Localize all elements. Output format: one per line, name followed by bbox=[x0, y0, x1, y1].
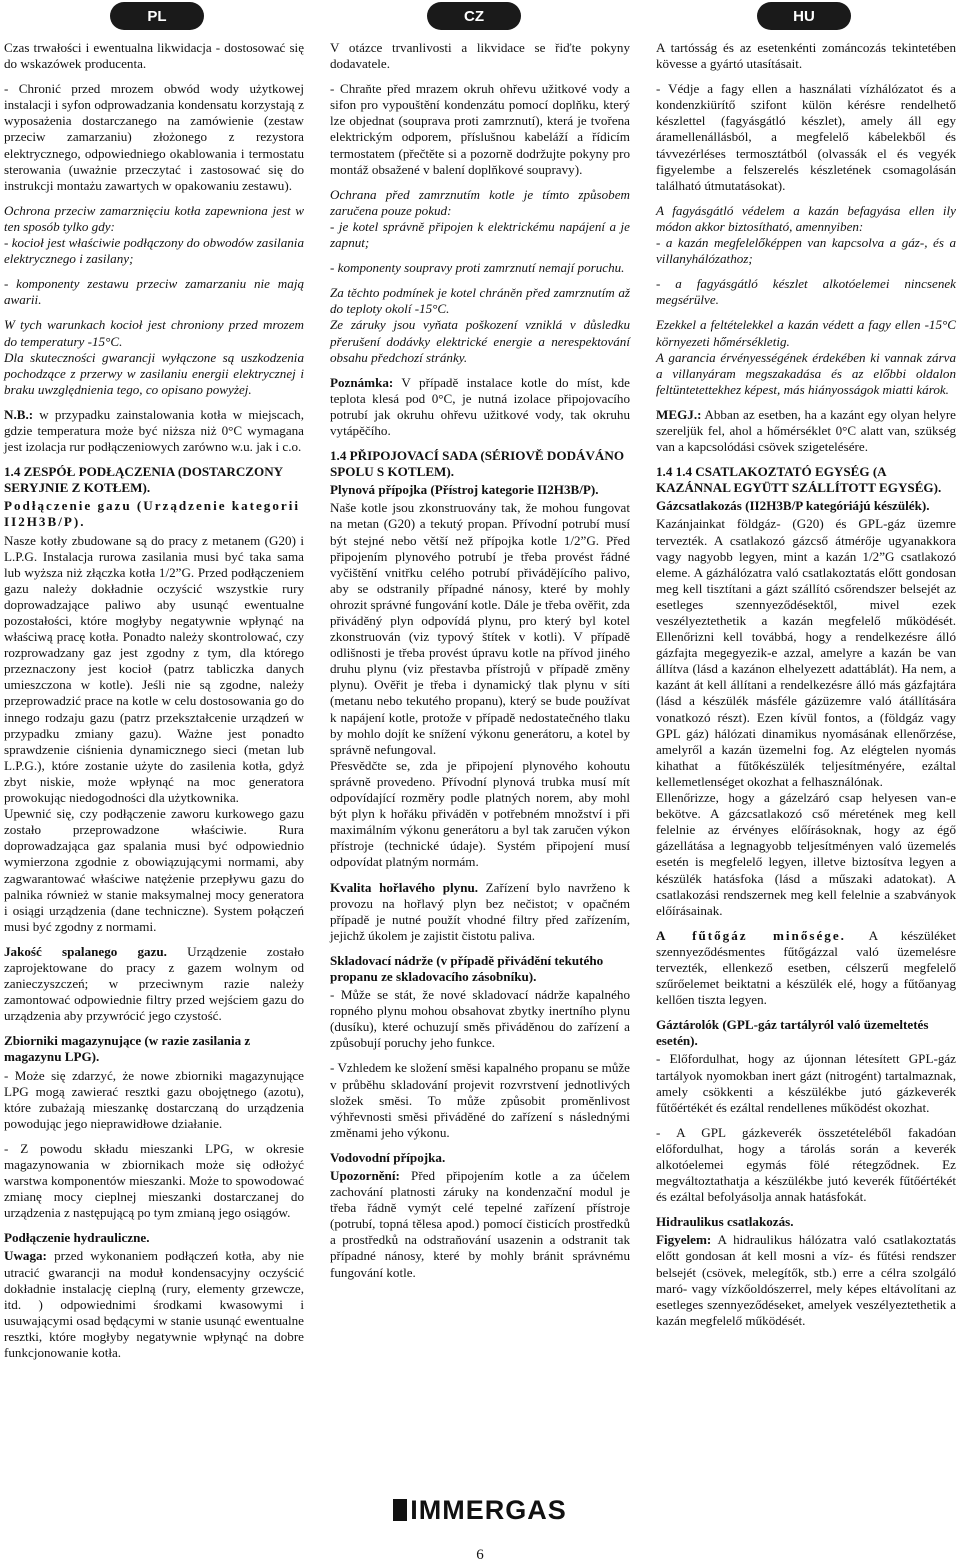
paragraph: Upewnić się, czy podłączenie zaworu kurkowego gazu zostało przeprowadzone właściwie. Rura doprowadzająca gaz spalania musi być odpowiednio wymierzona zgodnie z obowiązującymi normami, aby zagwarantować właściwe natężenie przepływu gazu do palnika również w stanie maksymalnej mocy generatora i osiągi urządzenia (dane techniczne). System połączeń musi być zgodny z normami. bbox=[4, 806, 304, 934]
paragraph: A tartósság és az esetenkénti zománcozás tekintetében kövesse a gyártó utasításait. bbox=[656, 40, 956, 72]
note-text: Abban az esetben, ha a kazánt egy olyan helyre szereljük fel, ahol a hőmérséklet 0°C alatt van, szükség van a kapcsolódási csövek szigetelésére. bbox=[656, 406, 956, 455]
list-item: - je kotel správně připojen k elektrickému napájení a je zapnut; bbox=[330, 218, 630, 251]
paragraph: Ochrona przeciw zamarznięciu kotła zapewniona jest w ten sposób tylko gdy: bbox=[4, 202, 304, 234]
paragraph bbox=[4, 407, 304, 455]
tab-hu: HU bbox=[757, 2, 851, 30]
section-heading: 1.4 ZESPÓŁ PODŁĄCZENIA (DOSTARCZONY SERYJNIE Z KOTŁEM). bbox=[4, 464, 283, 496]
paragraph bbox=[4, 1248, 304, 1361]
subsection-heading: Plynová přípojka (Přístroj kategorie II2H3B/P). bbox=[330, 482, 599, 498]
paragraph: - Chraňte před mrazem okruh ohřevu užitkové vody a sifon pro vypouštění kondenzátu pomocí doplňku, který lze objednat (souprava proti zamrznutí), která je tvořena elektrickým odporem, příslušnou kabeláží a řídicím termostatem (přečtěte si a pozorně dodržujte pokyny pro montáž obsažené v balení doplňkové soupravy). bbox=[330, 81, 630, 177]
warning-text: A hidraulikus hálózatra való csatlakoztatás előtt gondosan át kell mosni a víz- és fűtési rendszer belsejét (csövek, melegítők, stb.) erre a célra szolgáló maró- vagy vízkőoldószerrel, mely képes eltávolítani az esetleges szennyeződéseket, amelyek veszélyeztethetik a kazán megfelelő működését. bbox=[656, 1232, 956, 1328]
list-item: - Může se stát, že nové skladovací nádrže kapalného ropného plynu mohou obsahovat zbytky inertního plynu (dusíku), které ochuzují směs přiváděnou do zařízení a způsobují poruchy jeho funkce. bbox=[330, 987, 630, 1051]
list-item: - a kazán megfelelőképpen van kapcsolva a gáz-, és a villanyhálózathoz; bbox=[656, 235, 956, 267]
paragraph-text: Urządzenie zostało zaprojektowane do pracy z gazem wolnym od zanieczyszczeń; w przeciwnym razie należy zamontować odpowiednie filtry przed wejściem gazu do urządzenia aby przywrócić jego czystość. bbox=[4, 943, 304, 1024]
inline-heading: Jakość spalanego gazu. bbox=[4, 943, 167, 959]
list-item: - komponenty zestawu przeciw zamarzaniu nie mają awarii. bbox=[4, 276, 304, 308]
column-pl bbox=[4, 40, 304, 1370]
page-number: 6 bbox=[476, 1547, 484, 1563]
brand-logo bbox=[0, 1495, 960, 1526]
subsection-heading: Hidraulikus csatlakozás. bbox=[656, 1214, 794, 1230]
list-item: - komponenty soupravy proti zamrznutí nemají poruchu. bbox=[330, 260, 625, 276]
paragraph: Kazánjainkat földgáz- (G20) és GPL-gáz üzemre tervezték. A csatlakozó gázcső átmérője ugyanakkora vagy nagyobb legyen, mint a kazán 1/2”G csatlakozó eleme. A gázhálózatra való csatlakoztatás előtt gondosan meg kell tisztítani a gázt szállító csőrendszer belsejét az esetleges szennyeződésektől, mivel ezek veszélyeztethetik a kazán megfelelő működését. Ellenőrizni kell továbbá, hogy a rendelkezésre álló gázfajta megegyezik-e azzal, amelyre a kazán be van állítva (lásd a kazánon elhelyezett adattáblát). Ha nem, a kazánt át kell állítani a rendelkezésre álló más gázfajtára (lásd a készülék másféle gázüzemre való átállítására vonatkozó részt). Ezen kívül fontos, a (földgáz vagy GPL gáz) hálózati dinamikus nyomásának ellenőrzése, amelyről a kazán üzemelni fog. Az elégtelen nyomás kihathat a fűtőkészülék teljesítményére, ezáltal kellemetlenséget okozhat a felhasználónak. bbox=[656, 516, 956, 789]
logo-mark-icon bbox=[393, 1499, 407, 1521]
paragraph: Czas trwałości i ewentualna likwidacja - dostosować się do wskazówek producenta. bbox=[4, 40, 304, 72]
paragraph: A garancia érvényességének érdekében ki vannak zárva a villanyáram megszakadása és az előbbi oldalon feltüntetettekhez képest, más hiányosságok miatti károk. bbox=[656, 349, 956, 397]
subsection-heading: Zbiorniki magazynujące (w razie zasilania z magazynu LPG). bbox=[4, 1033, 251, 1065]
tab-pl: PL bbox=[110, 2, 204, 30]
paragraph: - Védje a fagy ellen a használati vízhálózatot és a kondenzkiürítő szifont külön kérésre rendelhető készlettel (fagyásgátló készlet), amely áll egy áramellenállásból, a megfelelő kábelekből és távvezérléses termosztátból (olvassák el és vegyék figyelembe a felszerelés készletének csomagolásán található útmutatásokat). bbox=[656, 81, 956, 193]
paragraph-text: A készüléket szennyeződésmentes fűtőgázzal való üzemelésre tervezték, ellenkező esetben, célszerű megfelelő szűrőelemet beiktatni a készülék elé, hogy a fűtőanyag kellően tiszta legyen. bbox=[656, 927, 956, 1008]
paragraph: Ellenőrizze, hogy a gázelzáró csap helyesen van-e bekötve. A gázcsatlakozó cső méretének meg kell felelnie az érvényes előírásoknak, hogy az égő gázellátása a legnagyobb teljesítményen való üzemelés esetén is megfelelő legyen, illetve biztosítva legyen a készülék hatásfoka (lásd a műszaki adatokat). A csatlakozási rendszernek meg kell felelnie a szabványok előírásainak. bbox=[656, 790, 956, 918]
note-text: w przypadku zainstalowania kotła w miejscach, gdzie temperatura może być niższa niż 0°C wymagana jest izolacja rur podłączeniowych zarówno w.u. jak i c.o. bbox=[4, 406, 304, 455]
paragraph bbox=[330, 375, 630, 439]
subsection-heading: Vodovodní přípojka. bbox=[330, 1149, 446, 1165]
list-item: - A GPL gázkeverék összetételéből fakadóan előfordulhat, hogy a tárolás során a keverék alkotóelemei egymás fölé rétegződnek. Ez megváltoztathatja a készülékbe jutó keverék fűtőértékét és ezáltal befolyásolja annak hatásfokát. bbox=[656, 1124, 956, 1205]
note-label: N.B.: bbox=[4, 406, 34, 422]
inline-heading: A fűtőgáz minősége. bbox=[656, 927, 846, 943]
paragraph: Ochrana před zamrznutím kotle je tímto způsobem zaručena pouze pokud: bbox=[330, 186, 630, 218]
paragraph: Naše kotle jsou zkonstruovány tak, že mohou fungovat na metan (G20) a tekutý propan. Přívodní potrubí musí být stejné nebo větší než přípojka kotle 1/2”G. Před připojením plynového potrubí je třeba provést řádné vyčištění vnitřku celého potrubí přivádějícího palivo, aby se odstranily případné nánosy, které by mohly ohrozit správné fungování kotle. Dále je třeba ověřit, zda přiváděný plyn odpovídá plynu, pro který byl kotel zkonstruován (viz typový štítek v kotli). V případě odlišnosti je třeba provést úpravu kotle na přívod jiného druhu plynu (viz přestavba přístrojů v případě změny plynu). Ověřit je třeba i dynamický tlak plynu v síti (metanu nebo tekutého propanu), který se bude používat k napájení kotle, protože v případě nedostatečného tlaku by mohlo dojít ke snížení výkonu generátoru, a kotel by správně nefungoval. bbox=[330, 500, 630, 757]
paragraph: - Chronić przed mrozem obwód wody użytkowej instalacji i syfon odprowadzania kondensatu korzystają z wyposażenia dostarczanego na zamówienie (zestaw przeciw zamarzaniu) złożonego z rezystora elektrycznego, odpowiedniego okablowania i termostatu sterowania (uważnie przeczytać i zastosować się do instrukcji montażu zawartych w opakowaniu zestawu). bbox=[4, 81, 304, 193]
paragraph: W tych warunkach kocioł jest chroniony przed mrozem do temperatury -15°C. bbox=[4, 317, 304, 349]
paragraph: Přesvědčte se, zda je připojení plynového kohoutu správně provedeno. Přívodní plynová trubka musí mít odpovídající rozměry podle platných norem, aby mohl být plyn k hořáku přiváděn v potřebném množství i při maximálním výkonu generátoru a byl tak zaručen výkon přístroje (technické údaje). Systém připojení musí odpovídat platným normám. bbox=[330, 757, 630, 870]
warning-label: Uwaga: bbox=[4, 1248, 47, 1264]
list-item: - Vzhledem ke složení směsi kapalného propanu se může v průběhu skladování projevit rozvrstvení jednotlivých složek směsi. To může způsobit proměnlivost výhřevnosti směsi přiváděné do zařízení s následnými změnami jeho výkonu. bbox=[330, 1060, 630, 1140]
paragraph bbox=[330, 880, 630, 944]
language-tabs bbox=[0, 0, 960, 34]
list-item: - kocioł jest właściwie podłączony do obwodów zasilania elektrycznego i zasilany; bbox=[4, 235, 304, 267]
paragraph: Nasze kotły zbudowane są do pracy z metanem (G20) i L.P.G. Instalacja rurowa zasilania musi być taka sama lub wyższa niż złączka kotła 1/2”G. Przed podłączeniem gazu należy dokładnie oczyścić wszystkie rury doprowadzające paliwo aby usunąć ewentualne pozostałości, które mogłyby negatywnie wpłynąć na właściwą pracę kotła. Ponadto należy skontrolować, czy rozprowadzany gaz jest zgodny z tym, dla którego przeznaczony jest kocioł (patrz tabliczka danych umieszczona w kotle). Jeśli nie są zgodne, należy przeprowadzić prace na kotle w celu dostosowania go do innego rodzaju gazu (patrz przekształcenie urządzeń w przypadku zmiany gazu). Ważne jest ponadto sprawdzenie ciśnienia dynamicznego sieci (metan lub L.P.G.), które zostanie użyte do zasilenia kotła, gdyż zbyt niskie, może wpłynąć na moc generatora prowokując niedogodności dla użytkownika. bbox=[4, 532, 304, 806]
tab-cz: CZ bbox=[427, 2, 521, 30]
warning-label: Figyelem: bbox=[656, 1232, 712, 1248]
subsection-heading: Gázcsatlakozás (II2H3B/P kategóriájú készülék). bbox=[656, 498, 930, 514]
section-heading: 1.4 PŘIPOJOVACÍ SADA (SÉRIOVĚ DODÁVÁNO SPOLU S KOTLEM). bbox=[330, 448, 625, 480]
paragraph: Dla skuteczności gwarancji wyłączone są uszkodzenia pochodzące z przerwy w zasilaniu energii elektrycznej i braku uwzględnienia tego, co opisano powyżej. bbox=[4, 349, 304, 397]
subsection-heading: Podłączenie gazu (Urządzenie kategorii II2H3B/P). bbox=[4, 498, 300, 530]
list-item: - Może się zdarzyć, że nowe zbiorniki magazynujące LPG mogą zawierać resztki gazu obojętnego (azotu), które zubażają mieszankę dostarczaną do urządzenia powodując jego nieprawidłowe działanie. bbox=[4, 1067, 304, 1131]
subsection-heading: Skladovací nádrže (v případě přivádění tekutého propanu ze skladovacího zásobníku). bbox=[330, 952, 604, 984]
column-cz bbox=[330, 40, 630, 1290]
note-label: Poznámka: bbox=[330, 374, 394, 390]
paragraph-text: Zařízení bylo navrženo k provozu na hořlavý plyn bez nečistot; v opačném případě je nutné použít vhodné filtry před zařízením, jejichž úkolem je zajistit čistotu paliva. bbox=[330, 879, 630, 943]
warning-label: Upozornění: bbox=[330, 1168, 400, 1183]
warning-text: przed wykonaniem podłączeń kotła, aby nie utracić gwarancji na moduł kondensacyjny oczyścić dokładnie instalację cieplną (rury, elementy grzewcze, itd. ) odpowiednimi środkami kwasowymi i usuwającymi osad będącymi w stanie usunąć ewentualne resztki, które mogłyby negatywnie wpłynąć na dobre funkcjonowanie kotła. bbox=[4, 1248, 304, 1361]
list-item: - Z powodu składu mieszanki LPG, w okresie magazynowania w zbiornikach może się odłożyć warstwa komponentów mieszanki. Może to spowodować zmianę mocy cieplnej mieszanki dostarczanej do urządzenia z następującą po tym zmianą jego osiągów. bbox=[4, 1140, 304, 1221]
paragraph: A fagyásgátló védelem a kazán befagyása ellen ily módon akkor biztosítható, amennyiben: bbox=[656, 202, 956, 234]
paragraph bbox=[656, 928, 956, 1008]
subsection-heading: Gáztárolók (GPL-gáz tartályról való üzemeltetés esetén). bbox=[656, 1017, 929, 1049]
paragraph: V otázce trvanlivosti a likvidace se řiďte pokyny dodavatele. bbox=[330, 40, 630, 72]
note-text: V případě instalace kotle do míst, kde teplota klesá pod 0°C, je nutná izolace připojovacího potrubí jak okruhu ohřevu užitkové vody, tak okruhu vytápěčího. bbox=[330, 374, 630, 438]
paragraph bbox=[4, 944, 304, 1024]
paragraph bbox=[656, 1232, 956, 1329]
warning-text: Před připojením kotle a za účelem zachování platnosti záruky na kondenzační modul je třeba řádně vymýt celé tepelné zařízení přístroje (potrubí, topná tělesa apod.) pomocí čisticích prostředků a prostředků na odstraňování usazenin a odstranit tak případné nánosy, které by mohly bránit správnému fungování kotle. bbox=[330, 1168, 630, 1280]
paragraph: Ezekkel a feltételekkel a kazán védett a fagy ellen -15°C környezeti hőmérsékletig. bbox=[656, 317, 956, 349]
paragraph: Ze záruky jsou vyňata poškození vzniklá v důsledku přerušení dodávky elektrické energie a nerespektování obsahu předchozí stránky. bbox=[330, 317, 630, 365]
subsection-heading: Podłączenie hydrauliczne. bbox=[4, 1230, 150, 1246]
column-hu bbox=[656, 40, 956, 1338]
paragraph: Za těchto podmínek je kotel chráněn před zamrznutím až do teploty okolí -15°C. bbox=[330, 285, 630, 317]
paragraph bbox=[330, 1168, 630, 1281]
note-label: MEGJ.: bbox=[656, 406, 702, 422]
logo-text: IMMERGAS bbox=[410, 1495, 567, 1525]
paragraph bbox=[656, 407, 956, 455]
list-item: - Előfordulhat, hogy az újonnan létesített GPL-gáz tartályok nyomokban inert gázt (nitrogént) tartalmaznak, amely csökkenti a készülékbe jutó gázkeverék fűtőértékét és ezáltal rendellenes működést okozhat. bbox=[656, 1051, 956, 1115]
list-item: - a fagyásgátló készlet alkotóelemei nincsenek megsérülve. bbox=[656, 276, 956, 308]
section-heading: 1.4 1.4 CSATLAKOZTATÓ EGYSÉG (A KAZÁNNAL EGYÜTT SZÁLLÍTOTT EGYSÉG). bbox=[656, 464, 942, 496]
inline-heading: Kvalita hořlavého plynu. bbox=[330, 879, 479, 895]
